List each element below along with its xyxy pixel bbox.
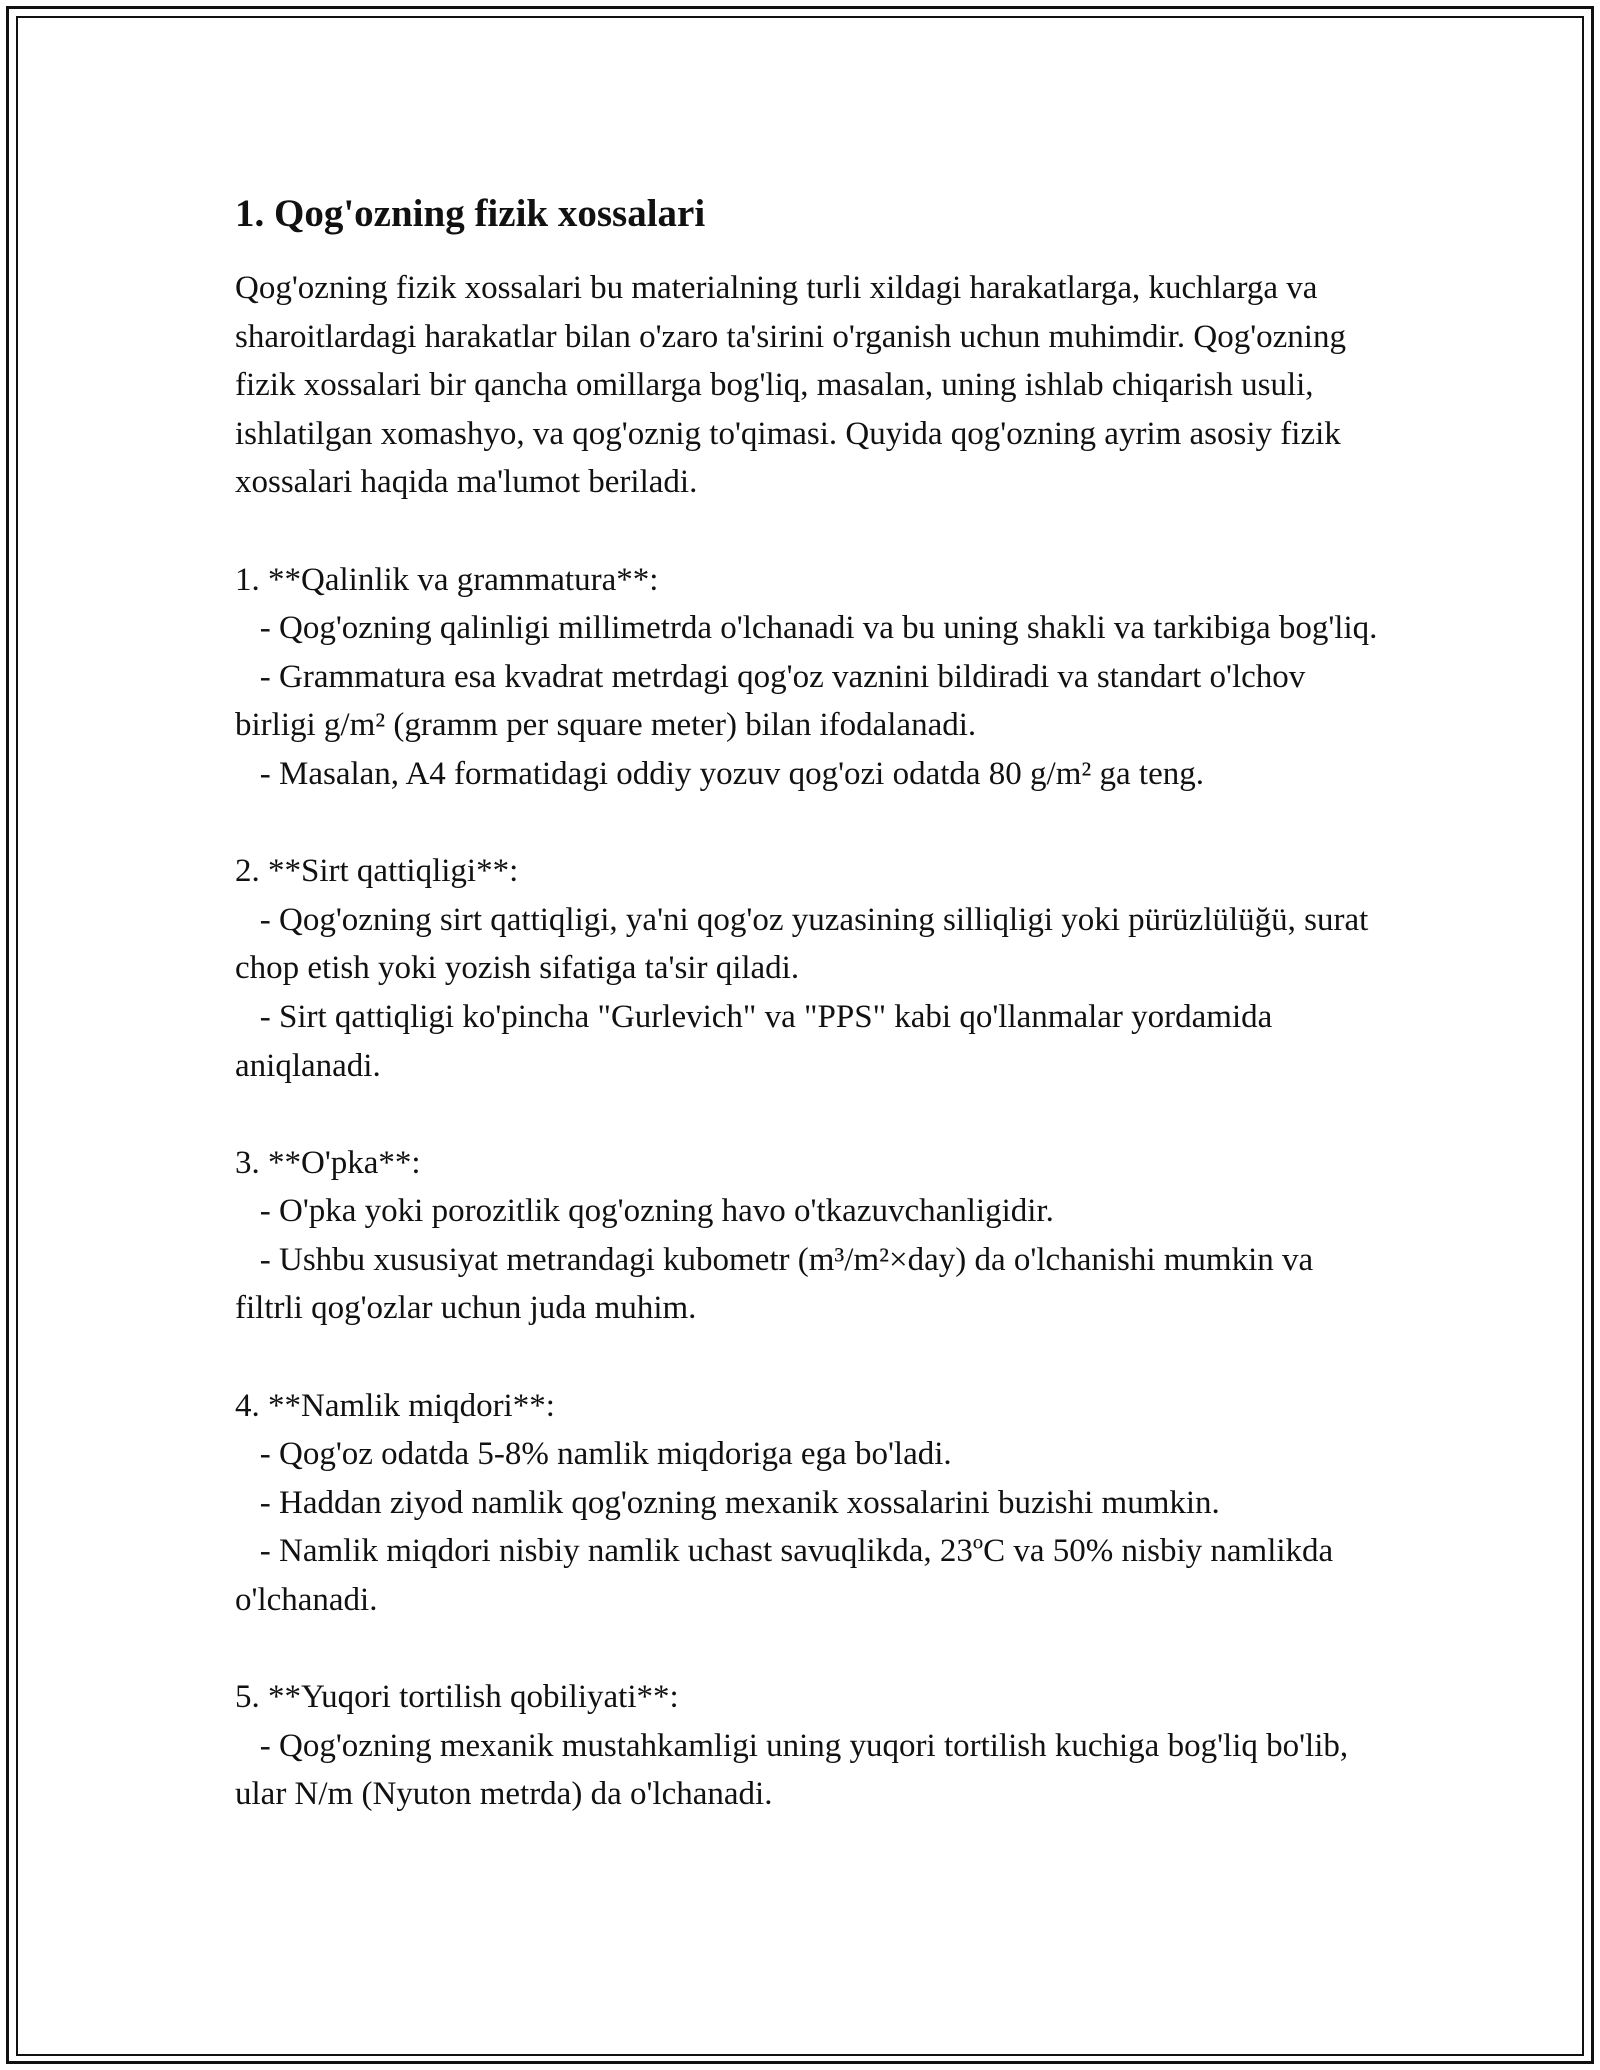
- property-title: 5. **Yuqori tortilish qobiliyati**:: [235, 1679, 679, 1716]
- property-bullet: [235, 993, 1385, 1090]
- property-bullet: [235, 750, 1385, 799]
- bullet-text: Masalan, A4 formatidagi oddiy yozuv qog'ozi odatda 80 g/m² ga teng.: [279, 755, 1204, 792]
- bullet-dash: -: [235, 998, 279, 1035]
- property-bullet: [235, 1236, 1385, 1333]
- document-body: [235, 190, 1385, 1819]
- bullet-dash: -: [235, 1241, 279, 1278]
- bullet-dash: -: [235, 658, 279, 695]
- property-item: [235, 1673, 1385, 1819]
- bullet-text: Qog'ozning qalinligi millimetrda o'lchanadi va bu uning shakli va tarkibiga bog'liq.: [279, 610, 1378, 647]
- property-item: [235, 1139, 1385, 1333]
- property-bullet: [235, 1430, 1385, 1479]
- bullet-text: Namlik miqdori nisbiy namlik uchast savuqlikda, 23ºC va 50% nisbiy namlikda o'lchanadi.: [235, 1533, 1334, 1619]
- property-bullet: [235, 1527, 1385, 1624]
- bullet-dash: -: [235, 1484, 279, 1521]
- bullet-dash: -: [235, 1727, 279, 1764]
- property-bullet: [235, 896, 1385, 993]
- property-bullet: [235, 1187, 1385, 1236]
- property-title: 4. **Namlik miqdori**:: [235, 1387, 555, 1424]
- property-item: [235, 556, 1385, 799]
- property-list: [235, 556, 1385, 1819]
- property-bullet: [235, 653, 1385, 750]
- property-item: [235, 847, 1385, 1090]
- property-title: 3. **O'pka**:: [235, 1144, 421, 1181]
- property-item: [235, 1382, 1385, 1625]
- property-bullet: [235, 1479, 1385, 1528]
- bullet-text: Grammatura esa kvadrat metrdagi qog'oz vaznini bildiradi va standart o'lchov birligi g/m² (gramm per square meter) bilan ifodalanadi.: [235, 658, 1306, 744]
- bullet-dash: -: [235, 755, 279, 792]
- intro-paragraph: Qog'ozning fizik xossalari bu materialning turli xildagi harakatlarga, kuchlarga va sharoitlardagi harakatlar bilan o'zaro ta'sirini o'rganish uchun muhimdir. Qog'ozning fizik xossalari bir qancha omillarga bog'liq, masalan, uning ishlab chiqarish usuli, ishlatilgan xomashyo, va qog'oznig to'qimasi. Quyida qog'ozning ayrim asosiy fizik xossalari haqida ma'lumot beriladi.: [235, 270, 1346, 501]
- property-bullet: [235, 1722, 1385, 1819]
- bullet-dash: -: [235, 901, 279, 938]
- section-heading: 1. Qog'ozning fizik xossalari: [235, 192, 706, 235]
- bullet-text: Haddan ziyod namlik qog'ozning mexanik xossalarini buzishi mumkin.: [279, 1484, 1220, 1521]
- bullet-text: Qog'ozning sirt qattiqligi, ya'ni qog'oz yuzasining silliqligi yoki pürüzlülüğü, surat chop etish yoki yozish sifatiga ta'sir qiladi.: [235, 901, 1369, 987]
- bullet-dash: -: [235, 1533, 279, 1570]
- bullet-text: Qog'ozning mexanik mustahkamligi uning yuqori tortilish kuchiga bog'liq bo'lib, ular N/m (Nyuton metrda) da o'lchanadi.: [235, 1727, 1349, 1813]
- property-bullet: [235, 604, 1385, 653]
- property-title: 2. **Sirt qattiqligi**:: [235, 853, 519, 890]
- bullet-dash: -: [235, 610, 279, 647]
- bullet-dash: -: [235, 1436, 279, 1473]
- bullet-dash: -: [235, 1193, 279, 1230]
- bullet-text: O'pka yoki porozitlik qog'ozning havo o'tkazuvchanligidir.: [279, 1193, 1054, 1230]
- property-title: 1. **Qalinlik va grammatura**:: [235, 561, 659, 598]
- bullet-text: Sirt qattiqligi ko'pincha "Gurlevich" va "PPS" kabi qo'llanmalar yordamida aniqlanadi.: [235, 998, 1273, 1084]
- bullet-text: Ushbu xususiyat metrandagi kubometr (m³/m²×day) da o'lchanishi mumkin va filtrli qog'ozlar uchun juda muhim.: [235, 1241, 1314, 1327]
- bullet-text: Qog'oz odatda 5-8% namlik miqdoriga ega bo'ladi.: [279, 1436, 952, 1473]
